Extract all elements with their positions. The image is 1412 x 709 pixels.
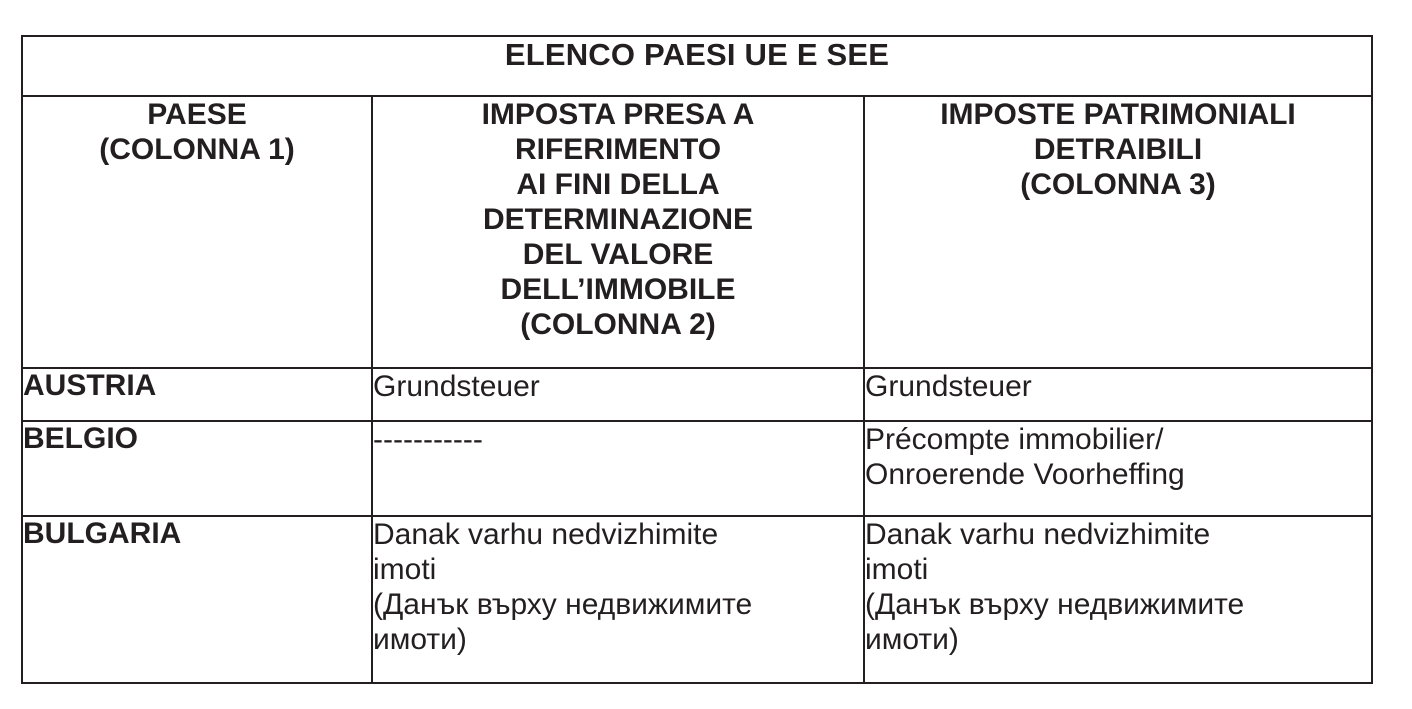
col3-cell bbox=[864, 368, 1372, 421]
column-header-row bbox=[22, 96, 1372, 368]
cell-line: imoti bbox=[865, 552, 929, 586]
cell-line: ----------- bbox=[373, 422, 483, 456]
cell-line: имоти) bbox=[865, 622, 959, 656]
header-line: IMPOSTA PRESA A bbox=[481, 98, 755, 131]
cell-line: Danak varhu nedvizhimite bbox=[373, 517, 719, 551]
col3-cell bbox=[864, 516, 1372, 683]
header-line: AI FINI DELLA bbox=[516, 168, 720, 201]
header-line: (COLONNA 2) bbox=[520, 308, 716, 341]
table-row bbox=[22, 516, 1372, 683]
table-title-row bbox=[22, 36, 1372, 96]
cell-line: Grundsteuer bbox=[373, 370, 540, 403]
header-imposta-riferimento bbox=[372, 96, 864, 368]
cell-line: imoti bbox=[373, 552, 437, 586]
header-line: (COLONNA 1) bbox=[99, 133, 295, 166]
col2-cell bbox=[372, 421, 864, 516]
header-line: DELL’IMMOBILE bbox=[500, 273, 736, 306]
cell-line: имоти) bbox=[373, 622, 467, 656]
cell-line: (Данък върху недвижимите bbox=[373, 587, 753, 621]
cell-line: Onroerende Voorheffing bbox=[865, 457, 1185, 491]
header-line: RIFERIMENTO bbox=[514, 133, 722, 166]
header-line: DEL VALORE bbox=[522, 238, 714, 271]
col2-cell bbox=[372, 368, 864, 421]
col3-cell bbox=[864, 421, 1372, 516]
eu-eea-countries-table bbox=[21, 35, 1373, 684]
header-line: DETERMINAZIONE bbox=[483, 203, 753, 236]
col2-cell bbox=[372, 516, 864, 683]
header-line: IMPOSTE PATRIMONIALI bbox=[940, 98, 1296, 131]
header-paese bbox=[22, 96, 372, 368]
country-cell: BELGIO bbox=[22, 421, 372, 516]
cell-line: Précompte immobilier/ bbox=[865, 422, 1164, 456]
table-row bbox=[22, 368, 1372, 421]
country-cell: AUSTRIA bbox=[22, 368, 372, 421]
table-row bbox=[22, 421, 1372, 516]
header-imposte-detraibili bbox=[864, 96, 1372, 368]
cell-line: (Данък върху недвижимите bbox=[865, 587, 1245, 621]
cell-line: Danak varhu nedvizhimite bbox=[865, 517, 1211, 551]
header-line: DETRAIBILI bbox=[1033, 133, 1203, 166]
cell-line: Grundsteuer bbox=[865, 370, 1032, 403]
header-line: PAESE bbox=[147, 98, 247, 131]
header-line: (COLONNA 3) bbox=[1020, 168, 1216, 201]
country-cell: BULGARIA bbox=[22, 516, 372, 683]
table-title: ELENCO PAESI UE E SEE bbox=[22, 36, 1372, 96]
